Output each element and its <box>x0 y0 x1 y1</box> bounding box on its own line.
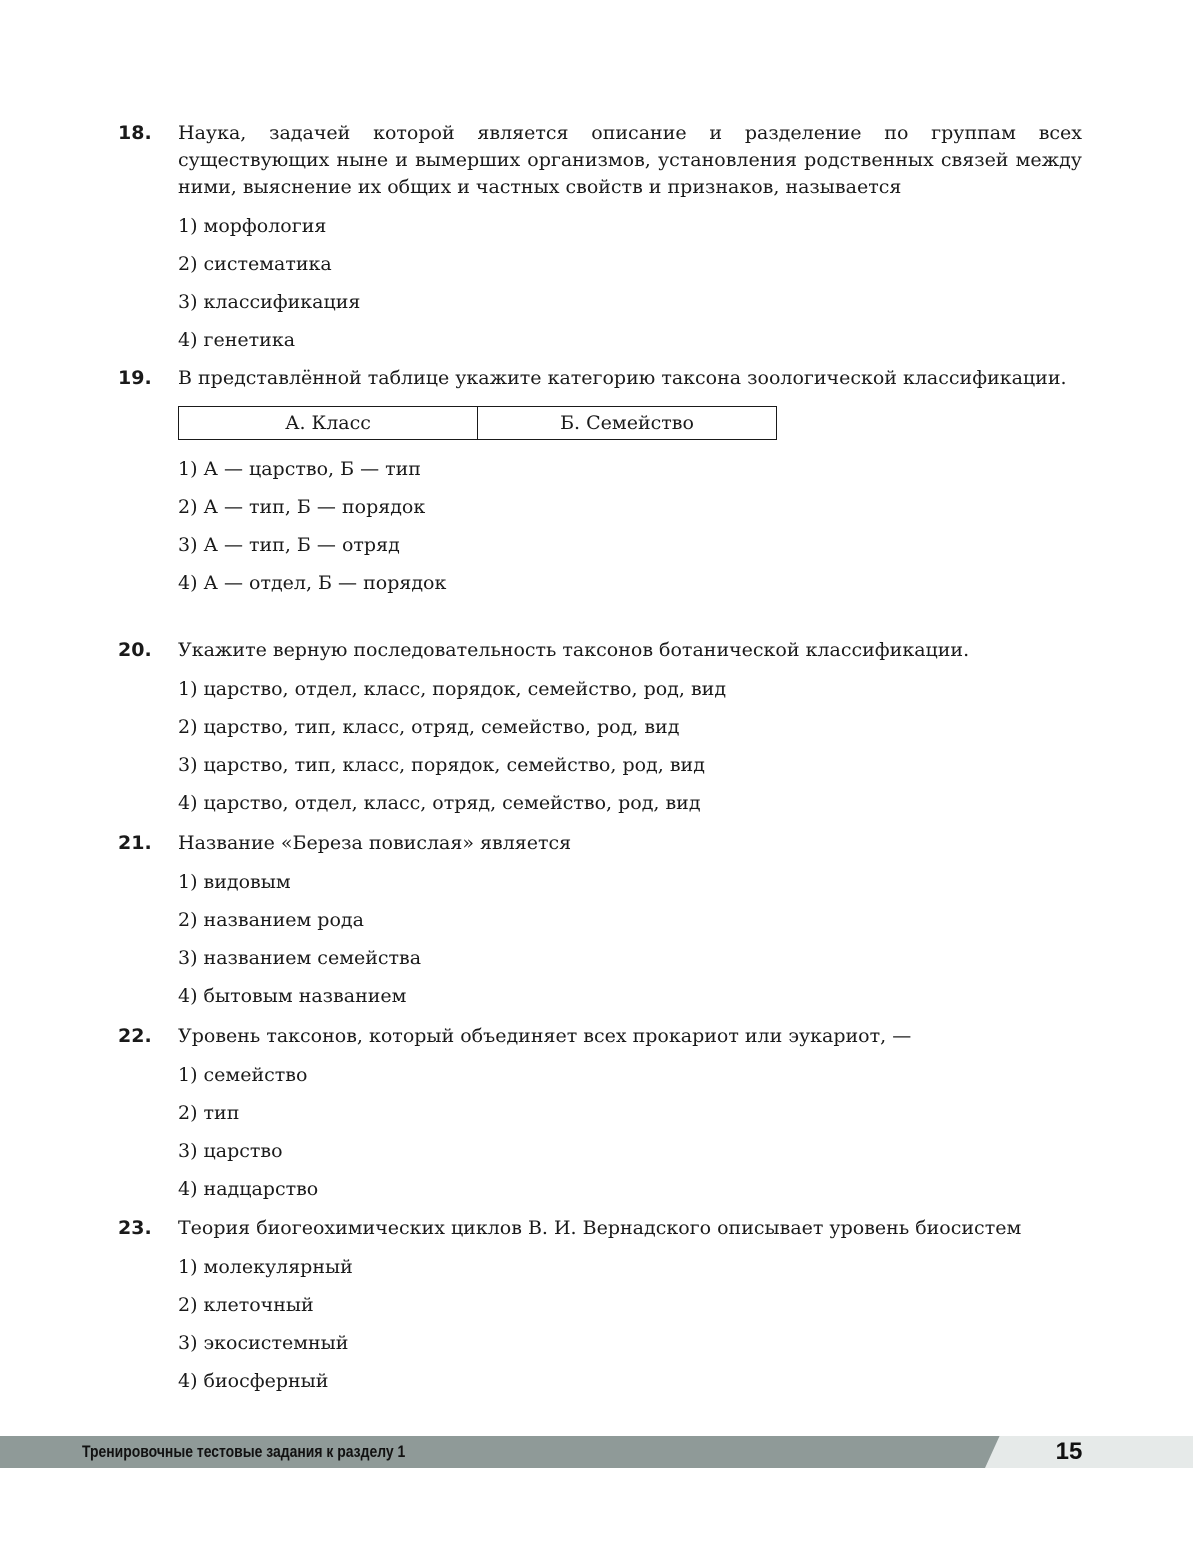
question-22 <box>118 1023 1082 1203</box>
answer-option: 1) морфология <box>178 215 327 237</box>
answer-option: 2) названием рода <box>178 909 364 931</box>
answer-option: 1) семейство <box>178 1064 308 1086</box>
answer-option: 3) классификация <box>178 291 361 313</box>
question-19 <box>118 365 1082 597</box>
answer-option: 2) систематика <box>178 253 332 275</box>
question-23 <box>118 1215 1082 1395</box>
question-text: В представлённой таблице укажите категорию таксона зоологической классификации. <box>178 367 1067 389</box>
question-21 <box>118 830 1082 1010</box>
question-text: Теория биогеохимических циклов В. И. Вернадского описывает уровень биосистем <box>178 1217 1022 1239</box>
answer-option: 4) генетика <box>178 329 296 351</box>
page-number: 15 <box>1055 1438 1083 1465</box>
question-number: 19. <box>118 367 152 389</box>
question-text: Укажите верную последовательность таксонов ботанической классификации. <box>178 639 970 661</box>
question-number: 20. <box>118 639 152 661</box>
question-number: 21. <box>118 832 152 854</box>
answer-option: 4) надцарство <box>178 1178 319 1200</box>
answer-option: 3) экосистемный <box>178 1332 349 1354</box>
answer-option: 3) А — тип, Б — отряд <box>178 534 400 556</box>
answer-option: 4) биосферный <box>178 1370 329 1392</box>
footer-title: Тренировочные тестовые задания к разделу 1 <box>82 1442 406 1461</box>
answer-option: 2) А — тип, Б — порядок <box>178 496 426 518</box>
question-20 <box>118 637 1082 817</box>
question-text: Название «Береза повислая» является <box>178 832 572 854</box>
question-number: 22. <box>118 1025 152 1047</box>
answer-option: 1) царство, отдел, класс, порядок, семейство, род, вид <box>178 678 727 700</box>
question-text: Уровень таксонов, который объединяет всех прокариот или эукариот, — <box>178 1025 912 1047</box>
question-text: Наука, задачей которой является описание и разделение по группам всех существующих ныне и вымерших организмов, установления родственных связей между ними, выяснение их общих и частных свойств и признаков, называется <box>178 122 1082 198</box>
answer-option: 3) царство, тип, класс, порядок, семейство, род, вид <box>178 754 705 776</box>
answer-option: 4) царство, отдел, класс, отряд, семейство, род, вид <box>178 792 701 814</box>
answer-option: 4) А — отдел, Б — порядок <box>178 572 447 594</box>
answer-option: 1) молекулярный <box>178 1256 353 1278</box>
taxon-cell-a: А. Класс <box>179 407 478 440</box>
answer-option: 1) видовым <box>178 871 291 893</box>
taxon-cell-b: Б. Семейство <box>478 407 777 440</box>
answer-option: 2) царство, тип, класс, отряд, семейство, род, вид <box>178 716 680 738</box>
answer-option: 2) клеточный <box>178 1294 314 1316</box>
answer-option: 2) тип <box>178 1102 240 1124</box>
question-number: 18. <box>118 122 152 144</box>
answer-option: 4) бытовым названием <box>178 985 407 1007</box>
answer-option: 3) царство <box>178 1140 283 1162</box>
taxon-table <box>178 406 777 440</box>
question-18 <box>118 120 1082 354</box>
answer-option: 1) А — царство, Б — тип <box>178 458 421 480</box>
answer-option: 3) названием семейства <box>178 947 422 969</box>
question-number: 23. <box>118 1217 152 1239</box>
